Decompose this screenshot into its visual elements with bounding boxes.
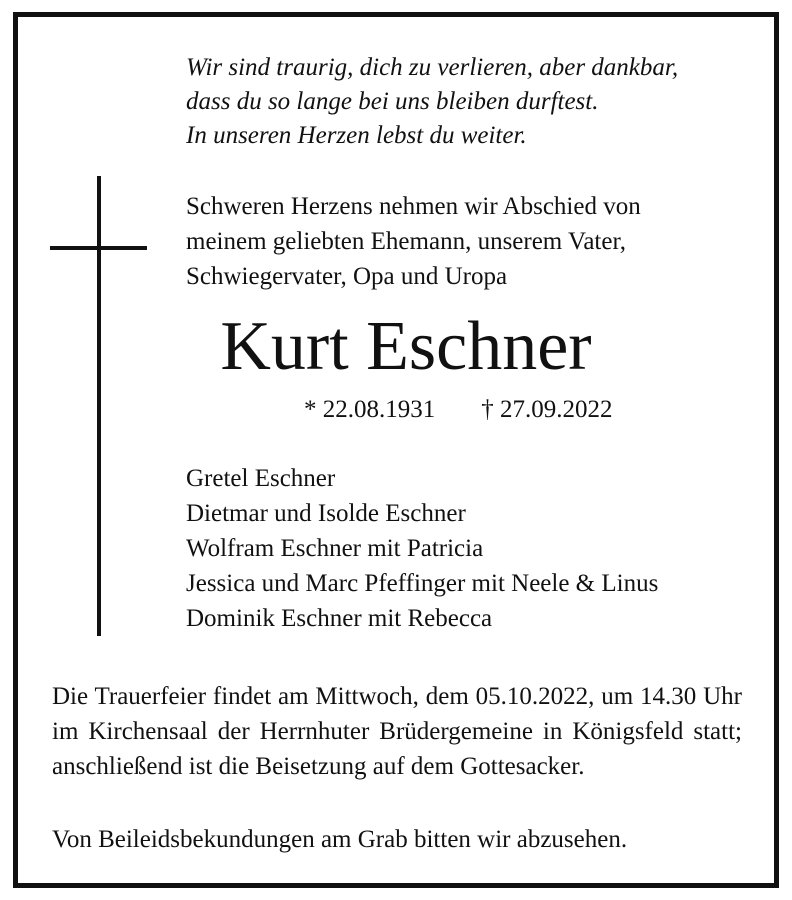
intro-line: Schwiegervater, Opa und Uropa (186, 263, 508, 290)
deceased-name: Kurt Eschner (220, 308, 592, 385)
farewell-intro (186, 189, 641, 294)
mourner-entry: Gretel Eschner (186, 465, 336, 492)
memorial-quote (186, 51, 678, 153)
cross-icon (97, 176, 101, 636)
obituary-frame (13, 12, 779, 888)
quote-line: dass du so lange bei uns bleiben durftest. (186, 88, 599, 115)
quote-line: Wir sind traurig, dich zu verlieren, aber dankbar, (186, 54, 679, 81)
closing-note: Von Beileidsbekundungen am Grab bitten wir abzusehen. (52, 826, 628, 853)
death-date: † 27.09.2022 (481, 396, 613, 423)
life-dates (304, 394, 613, 426)
mourner-entry: Dietmar und Isolde Eschner (186, 500, 466, 527)
cross-icon-bar (50, 246, 147, 250)
deceased-name-row (18, 307, 774, 387)
intro-line: Schweren Herzens nehmen wir Abschied von (186, 193, 641, 220)
ceremony-notice: Die Trauerfeier findet am Mittwoch, dem 05.10.2022, um 14.30 Uhr im Kirchensaal der Herrnhuter Brüdergemeine in Königsfeld statt; anschließend ist die Beisetzung auf dem Gottesacker. (52, 683, 742, 780)
mourner-entry: Dominik Eschner mit Rebecca (186, 605, 493, 632)
mourner-entry: Jessica und Marc Pfeffinger mit Neele & Linus (186, 570, 659, 597)
intro-line: meinem geliebten Ehemann, unserem Vater, (186, 228, 627, 255)
mourners-list (186, 461, 658, 636)
quote-line: In unseren Herzen lebst du weiter. (186, 122, 527, 149)
birth-date: * 22.08.1931 (304, 396, 436, 423)
mourner-entry: Wolfram Eschner mit Patricia (186, 535, 484, 562)
